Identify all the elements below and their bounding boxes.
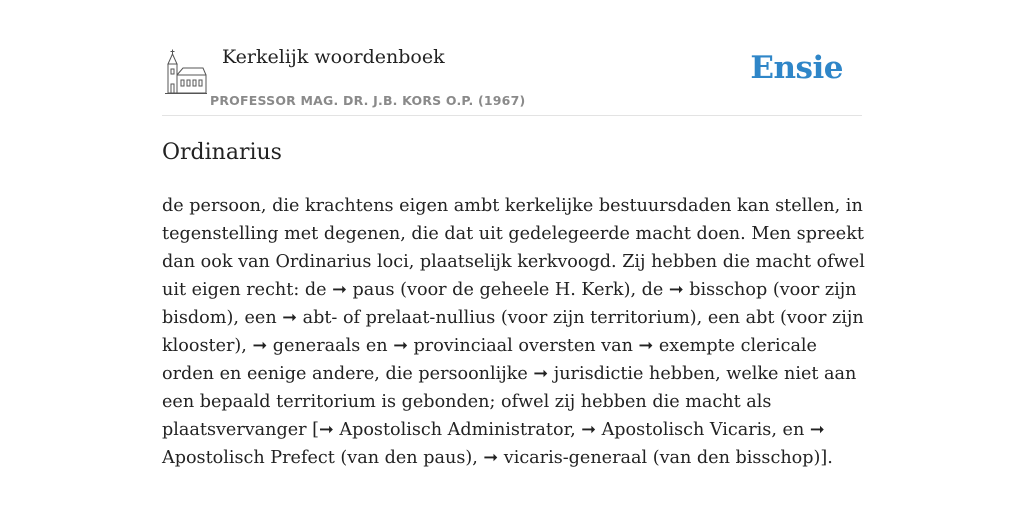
cross-reference-link[interactable]: jurisdictie: [553, 364, 644, 384]
cross-reference-link[interactable]: exempte clericale orden: [162, 336, 817, 384]
cross-reference-link[interactable]: abt- of prelaat-nullius: [302, 308, 496, 328]
cross-reference-link[interactable]: provinciaal oversten: [413, 336, 596, 356]
definition-text: (van den paus),: [334, 448, 484, 468]
ref-arrow-icon: ➞: [332, 280, 347, 300]
church-icon: [165, 49, 207, 95]
definition-text: en eenige andere, die persoonlijke: [214, 364, 534, 384]
header: [162, 40, 862, 116]
ref-arrow-icon: ➞: [252, 336, 268, 356]
ref-arrow-icon: ➞: [483, 448, 499, 468]
definition-text: (voor zijn bisdom), een: [162, 280, 857, 328]
ref-arrow-icon: ➞: [809, 420, 825, 440]
definition-text: , en: [771, 420, 810, 440]
cross-reference-link[interactable]: Apostolisch Vicaris: [601, 420, 772, 440]
ref-arrow-icon: ➞: [533, 364, 549, 384]
book-title-link[interactable]: Kerkelijk woordenboek: [222, 46, 445, 68]
entry-title: Ordinarius: [162, 140, 282, 165]
definition-text: van: [595, 336, 639, 356]
definition-text: ,: [570, 420, 582, 440]
definition-text: (voor de geheele H. Kerk), de: [394, 280, 669, 300]
cross-reference-link[interactable]: bisschop: [689, 280, 768, 300]
author-line: PROFESSOR MAG. DR. J.B. KORS O.P. (1967): [210, 93, 526, 108]
ref-arrow-icon: ➞: [319, 420, 334, 440]
ref-arrow-icon: ➞: [393, 336, 408, 356]
ensie-logo-link[interactable]: Ensie: [750, 50, 843, 86]
definition-text: hebben, welke niet aan een bepaald territorium is gebonden; ofwel zij hebben die macht als plaatsvervanger [: [162, 364, 857, 440]
definition-text: de persoon, die krachtens eigen ambt kerkelijke bestuursdaden kan stellen, in tegenstelling met degenen, die dat uit gedelegeerde macht doen. Men spreekt dan ook van Ordinarius loci, plaatselijk kerkvoogd. Zij hebben die macht ofwel uit eigen recht: de: [162, 196, 865, 300]
definition-text: (van den bisschop)].: [647, 448, 833, 468]
cross-reference-link[interactable]: generaals: [272, 336, 361, 356]
ref-arrow-icon: ➞: [638, 336, 654, 356]
definition-text: (voor zijn territorium), een abt (voor zijn klooster),: [162, 308, 864, 356]
cross-reference-link[interactable]: Apostolisch Administrator: [339, 420, 571, 440]
cross-reference-link[interactable]: vicaris-generaal: [503, 448, 648, 468]
ref-arrow-icon: ➞: [581, 420, 596, 440]
definition-text: en: [360, 336, 394, 356]
cross-reference-link[interactable]: paus: [352, 280, 395, 300]
ref-arrow-icon: ➞: [668, 280, 684, 300]
ref-arrow-icon: ➞: [282, 308, 298, 328]
entry-definition: [162, 192, 868, 472]
cross-reference-link[interactable]: Apostolisch Prefect: [162, 448, 335, 468]
